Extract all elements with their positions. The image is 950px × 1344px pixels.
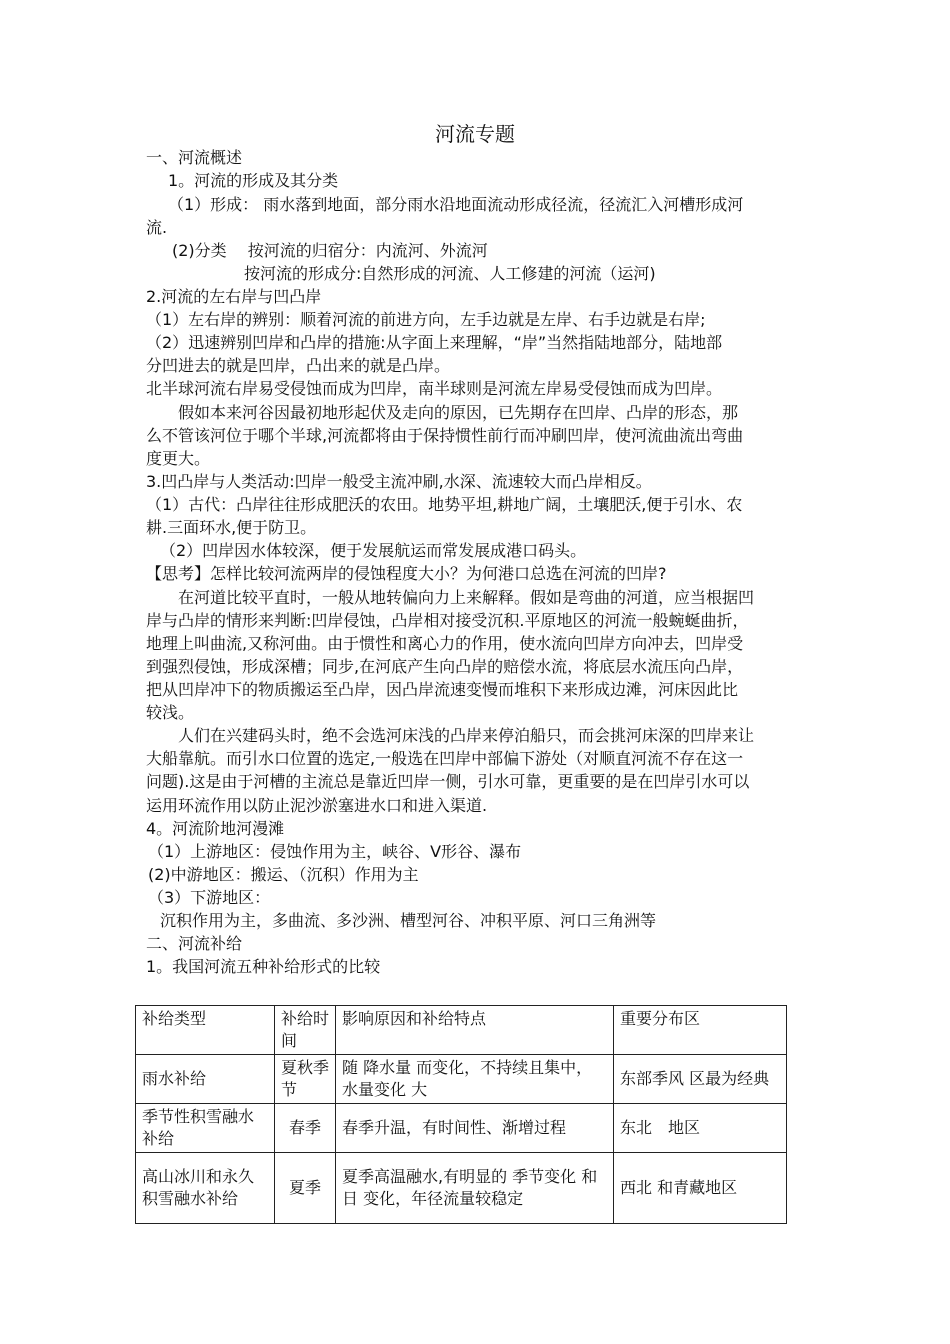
- text-line: 么不管该河位于哪个半球,河流都将由于保持惯性前行而冲刷凹岸，使河流曲流出弯曲: [146, 426, 744, 445]
- table-cell: 雨水补给: [136, 1055, 275, 1104]
- table-cell: 东部季风 区最为经典: [614, 1055, 787, 1104]
- text-line: （1）古代：凸岸往往形成肥沃的农田。地势平坦,耕地广阔，土壤肥沃,便于引水、农: [146, 495, 743, 514]
- table-cell: 夏季: [275, 1153, 336, 1224]
- table-header-cell: 补给类型: [136, 1006, 275, 1055]
- section-heading: 二、河流补给: [146, 934, 243, 953]
- section-heading: 一、河流概述: [146, 148, 243, 167]
- table-cell: 随 降水量 而变化，不持续且集中，水量变化 大: [336, 1055, 614, 1104]
- text-line: 北半球河流右岸易受侵蚀而成为凹岸，南半球则是河流左岸易受侵蚀而成为凹岸。: [146, 379, 723, 398]
- text-line: 在河道比较平直时，一般从地转偏向力上来解释。假如是弯曲的河道，应当根据凹: [178, 588, 755, 607]
- text-line: 运用环流作用以防止泥沙淤塞进水口和进入渠道.: [146, 796, 488, 815]
- text-line: 流.: [146, 218, 168, 237]
- text-line: 地理上叫曲流,又称河曲。由于惯性和离心力的作用，使水流向凹岸方向冲去，凹岸受: [146, 634, 744, 653]
- think-line: 【思考】怎样比较河流两岸的侵蚀程度大小？为何港口总选在河流的凹岸?: [146, 564, 667, 583]
- table-cell: 夏季高温融水,有明显的 季节变化 和 日 变化，年径流量较稳定: [336, 1153, 614, 1224]
- table-header-row: [136, 1006, 787, 1055]
- text-line: 较浅。: [146, 703, 195, 722]
- text-line: （1）上游地区：侵蚀作用为主，峡谷、V形谷、瀑布: [148, 842, 522, 861]
- table-cell: 东北 地区: [614, 1104, 787, 1153]
- document-title: 河流专题: [435, 122, 515, 146]
- table-header-cell: 重要分布区: [614, 1006, 787, 1055]
- table-cell: 春季: [275, 1104, 336, 1153]
- table-row: [136, 1153, 787, 1224]
- table-cell: 季节性积雪融水补给: [136, 1104, 275, 1153]
- subsection-heading: 4。河流阶地河漫滩: [146, 819, 285, 838]
- text-line: （2）迅速辨别凹岸和凸岸的措施:从字面上来理解，“岸”当然指陆地部分，陆地部: [146, 333, 723, 352]
- table-row: [136, 1055, 787, 1104]
- text-line: 把从凹岸冲下的物质搬运至凸岸，因凸岸流速变慢而堆积下来形成边滩，河床因此比: [146, 680, 739, 699]
- text-line: （2）凹岸因水体较深，便于发展航运而常发展成港口码头。: [160, 541, 587, 560]
- text-line: 耕.三面环水,便于防卫。: [146, 518, 317, 537]
- table-header-cell: 补给时间: [275, 1006, 336, 1055]
- table-cell: 高山冰川和永久积雪融水补给: [136, 1153, 275, 1224]
- table-cell: 夏秋季节: [275, 1055, 336, 1104]
- text-line: 问题).这是由于河槽的主流总是靠近凹岸一侧，引水可靠，更重要的是在凹岸引水可以: [146, 772, 750, 791]
- text-line: 人们在兴建码头时，绝不会选河床浅的凸岸来停泊船只，而会挑河床深的凹岸来让: [178, 726, 755, 745]
- text-line: （3）下游地区：: [148, 888, 271, 907]
- text-line: (2)分类 按河流的归宿分：内流河、外流河: [172, 241, 488, 260]
- subsection-heading: 3.凹凸岸与人类活动:凹岸一般受主流冲刷,水深、流速较大而凸岸相反。: [146, 472, 652, 491]
- text-line: 岸与凸岸的情形来判断:凹岸侵蚀，凸岸相对接受沉积.平原地区的河流一般蜿蜒曲折，: [146, 611, 749, 630]
- subsection-heading: 1。我国河流五种补给形式的比较: [146, 957, 381, 976]
- text-line: 分凹进去的就是凹岸，凸出来的就是凸岸。: [146, 356, 451, 375]
- text-line: 按河流的形成分:自然形成的河流、人工修建的河流（运河): [244, 264, 656, 283]
- table-header-cell: 影响原因和补给特点: [336, 1006, 614, 1055]
- text-line: 假如本来河谷因最初地形起伏及走向的原因，已先期存在凹岸、凸岸的形态，那: [178, 403, 739, 422]
- text-line: 大船靠航。而引水口位置的选定,一般选在凹岸中部偏下游处（对顺直河流不存在这一: [146, 749, 744, 768]
- subsection-heading: 2.河流的左右岸与凹凸岸: [146, 287, 322, 306]
- subsection-heading: 1。河流的形成及其分类: [168, 171, 339, 190]
- text-line: （1）左右岸的辨别：顺着河流的前进方向，左手边就是左岸、右手边就是右岸;: [146, 310, 706, 329]
- table-cell: 西北 和青藏地区: [614, 1153, 787, 1224]
- text-line: 到强烈侵蚀，形成深槽；同步,在河底产生向凸岸的赔偿水流，将底层水流压向凸岸，: [146, 657, 744, 676]
- table-row: [136, 1104, 787, 1153]
- text-line: 度更大。: [146, 449, 211, 468]
- supply-comparison-table: [135, 1005, 787, 1224]
- table-cell: 春季升温，有时间性、渐增过程: [336, 1104, 614, 1153]
- text-line: （1）形成： 雨水落到地面，部分雨水沿地面流动形成径流，径流汇入河槽形成河: [168, 195, 744, 214]
- text-line: (2)中游地区：搬运、（沉积）作用为主: [148, 865, 419, 884]
- text-line: 沉积作用为主，多曲流、多沙洲、槽型河谷、冲积平原、河口三角洲等: [160, 911, 657, 930]
